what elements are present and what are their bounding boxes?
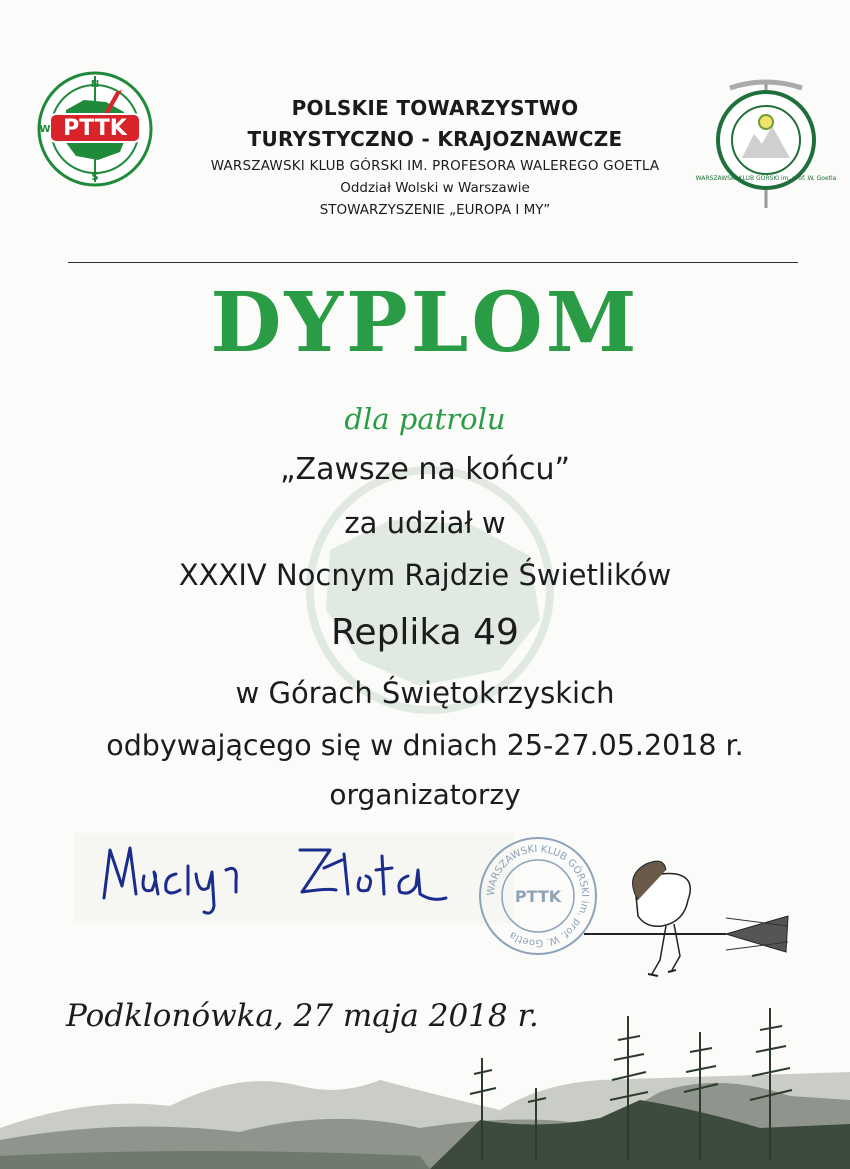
mountain-landscape-illustration	[0, 1000, 850, 1169]
stamp-center-text: PTTK	[514, 887, 562, 906]
pttk-logo-text: PTTK	[63, 116, 127, 141]
handwritten-signature	[96, 836, 476, 926]
stamp-ring-text: WARSZAWSKI KLUB GÓRSKI im. prof. W. Goetla	[485, 843, 591, 949]
svg-text:N: N	[90, 79, 100, 90]
participation-text: za udział w	[344, 506, 506, 540]
patrol-name: „Zawsze na końcu”	[279, 452, 571, 487]
for-patrol-label: dla patrolu	[344, 402, 506, 436]
witch-on-broom-drawing	[576, 856, 792, 986]
svg-text:S: S	[91, 172, 99, 183]
organization-line-1: POLSKIE TOWARZYSTWO	[291, 96, 579, 120]
diploma-title: DYPLOM	[210, 275, 640, 371]
event-edition: Replika 49	[331, 612, 519, 653]
club-name: WARSZAWSKI KLUB GÓRSKI IM. PROFESORA WALEREGO GOETLA	[210, 158, 660, 174]
event-name: XXXIV Nocnym Rajdzie Świetlików	[178, 558, 672, 592]
event-dates: odbywającego się w dniach 25-27.05.2018 r.	[106, 729, 744, 762]
header-divider	[68, 262, 798, 263]
association-name: STOWARZYSZENIE „EUROPA I MY”	[319, 202, 551, 218]
club-logo	[695, 78, 837, 210]
club-logo-ring-text: WARSZAWSKI KLUB GÓRSKI im. prof. W. Goetla	[695, 175, 837, 182]
event-location: w Górach Świętokrzyskich	[235, 676, 615, 710]
organizers-label: organizatorzy	[329, 778, 521, 811]
organization-line-2: TURYSTYCZNO - KRAJOZNAWCZE	[247, 127, 623, 151]
pttk-logo	[36, 70, 154, 188]
branch-name: Oddział Wolski w Warszawie	[340, 180, 530, 196]
place-and-date: Podklonówka, 27 maja 2018 r.	[66, 998, 539, 1034]
svg-text:W: W	[39, 124, 51, 135]
header	[170, 93, 700, 221]
